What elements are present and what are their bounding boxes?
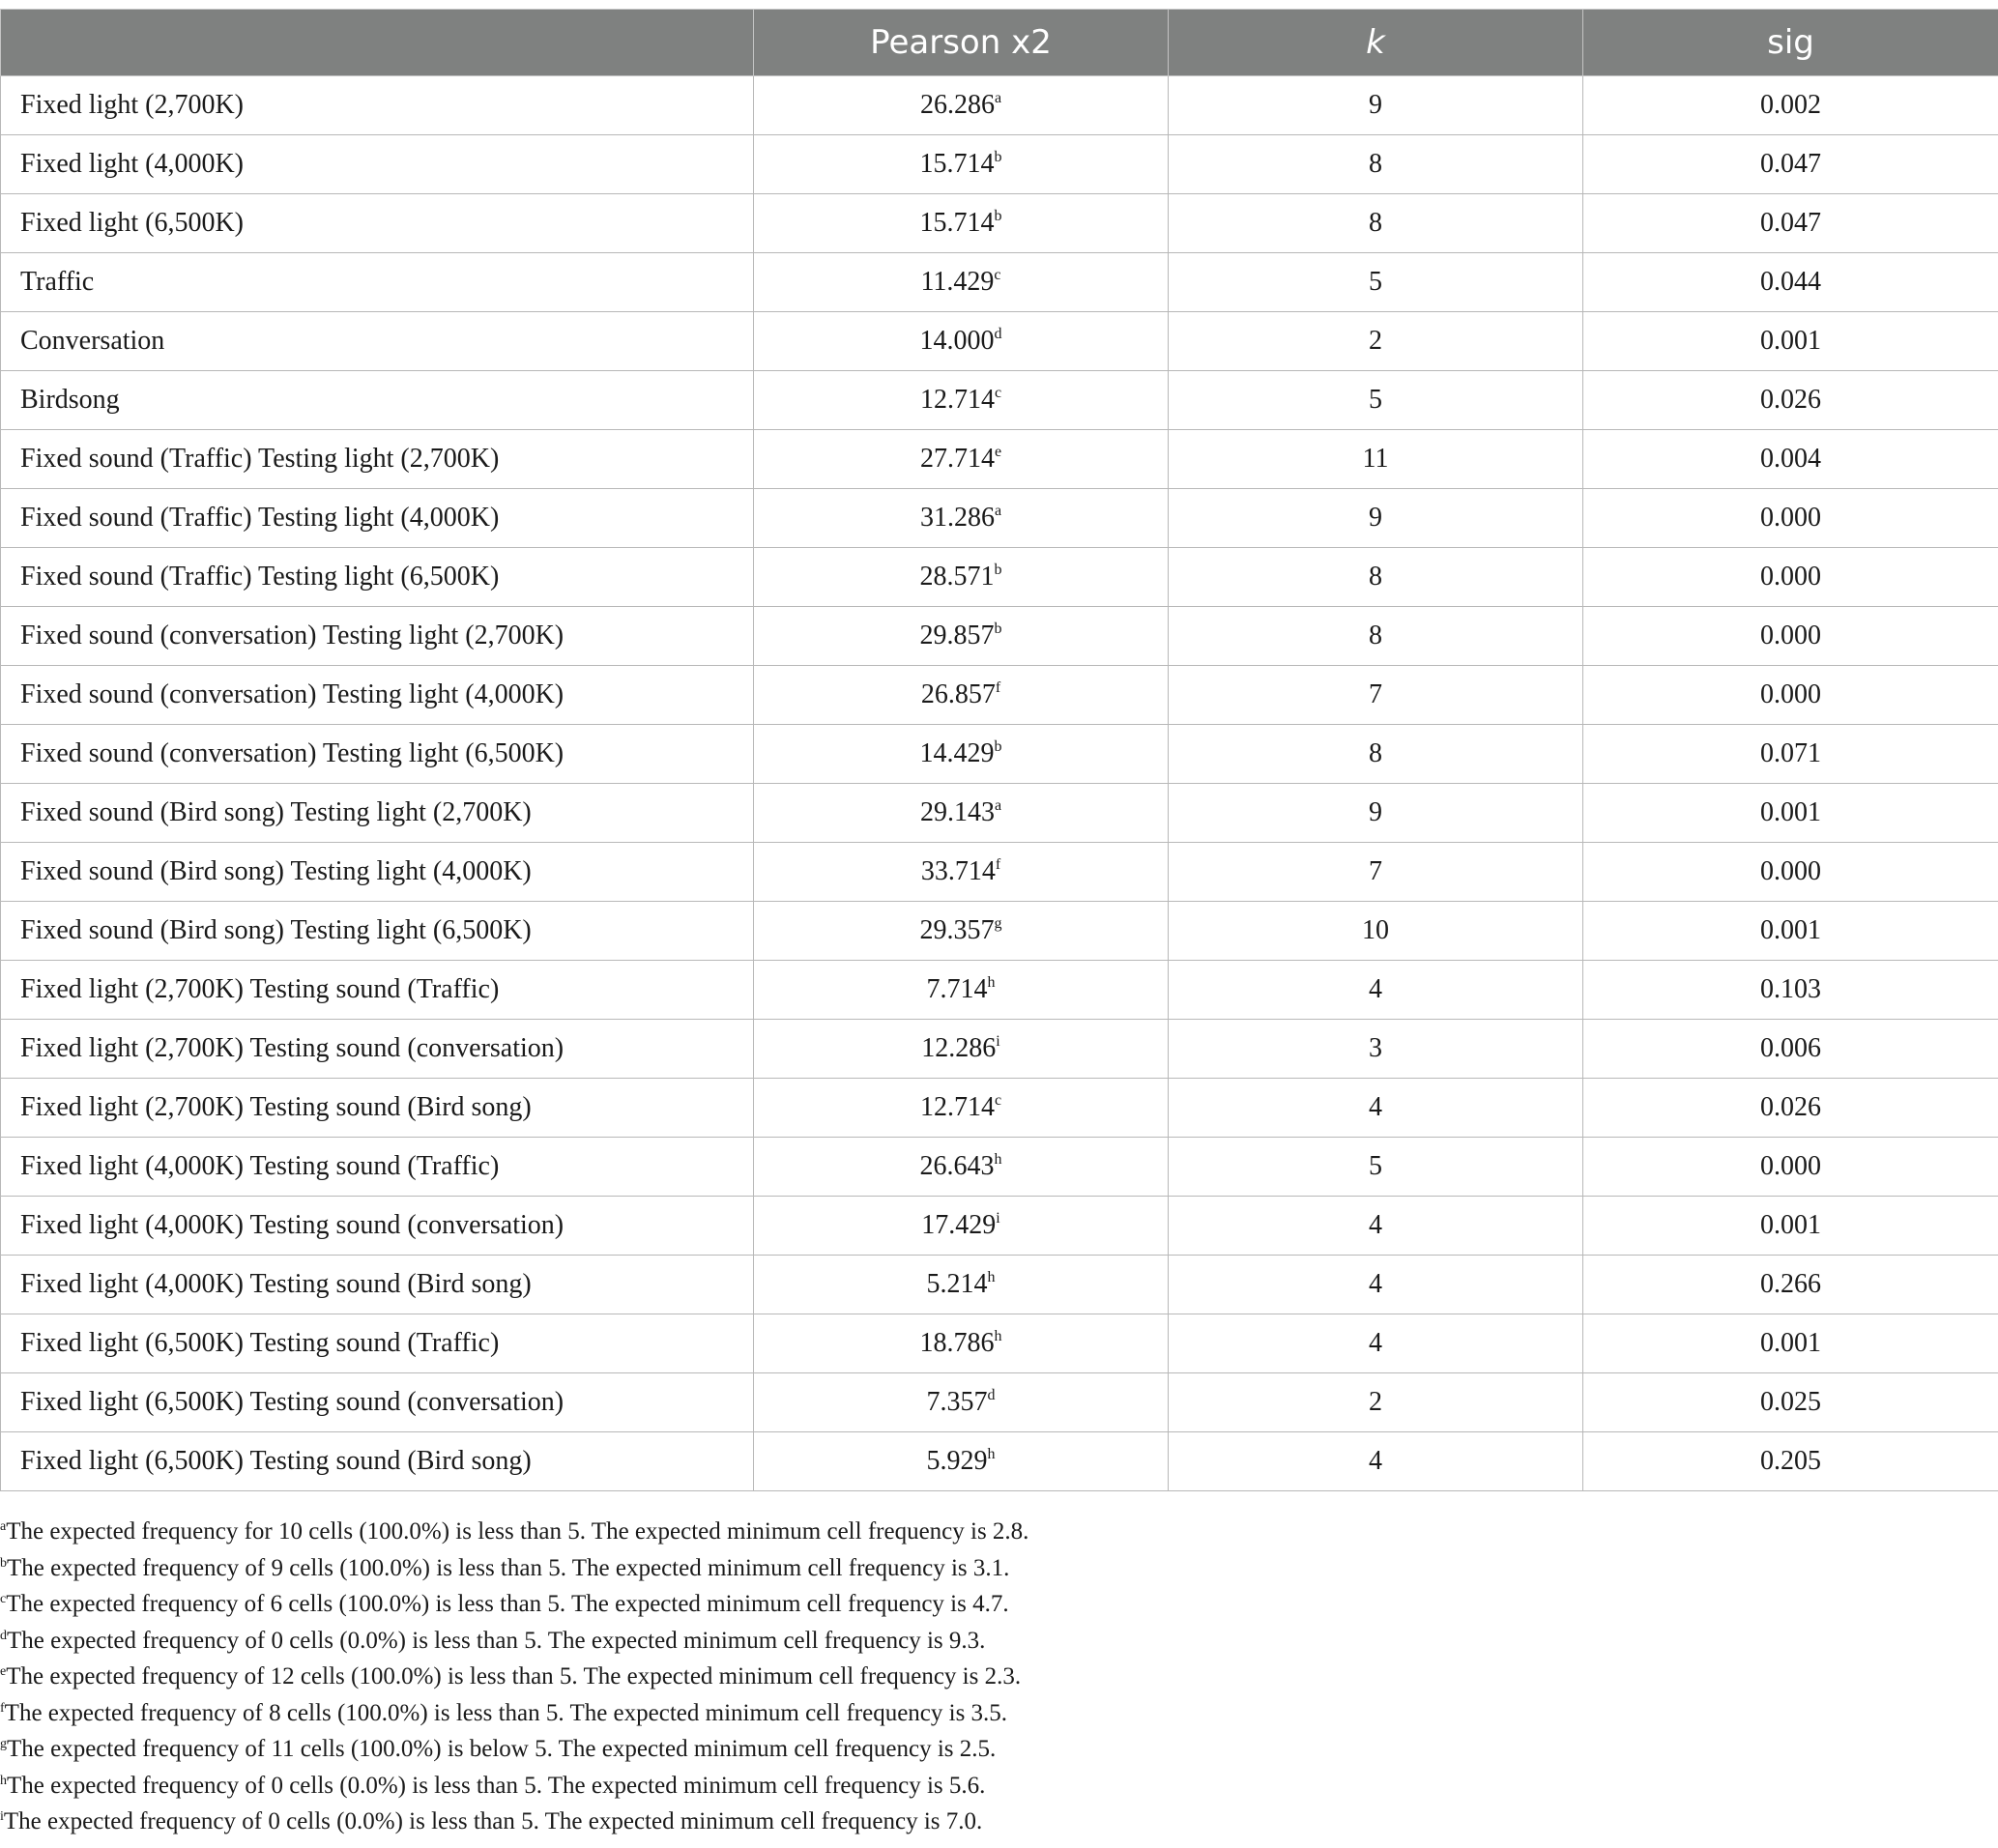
pearson-x2-cell — [754, 784, 1169, 843]
table-row — [1, 548, 1998, 607]
footnote-mark: a — [0, 1519, 7, 1534]
pearson-x2-cell — [754, 1256, 1169, 1314]
table-row — [1, 843, 1998, 902]
pearson-x2-value: 17.429 — [921, 1210, 997, 1240]
footnote-marker: b — [994, 621, 1002, 637]
table-row — [1, 1432, 1998, 1491]
condition-cell: Conversation — [1, 312, 754, 371]
condition-cell: Birdsong — [1, 371, 754, 430]
footnote-marker: i — [996, 1210, 1000, 1227]
pearson-x2-value: 33.714 — [920, 856, 996, 886]
table-row — [1, 76, 1998, 135]
footnote-mark: g — [0, 1737, 7, 1751]
footnote-mark: c — [0, 1592, 7, 1606]
footnote-marker: a — [994, 797, 1002, 814]
table-row — [1, 902, 1998, 961]
footnote-marker: f — [995, 679, 1001, 696]
footnote — [0, 1768, 1998, 1805]
pearson-x2-cell — [754, 253, 1169, 312]
footnote-mark: i — [0, 1809, 4, 1824]
header-sig: sig — [1583, 10, 1998, 76]
footnote — [0, 1731, 1998, 1768]
pearson-x2-cell — [754, 194, 1169, 253]
sig-cell: 0.000 — [1583, 607, 1998, 666]
condition-cell: Fixed light (2,700K) Testing sound (Traffic) — [1, 961, 754, 1020]
sig-cell: 0.001 — [1583, 784, 1998, 843]
footnote-marker: h — [994, 1151, 1002, 1168]
sig-cell: 0.001 — [1583, 312, 1998, 371]
pearson-x2-cell — [754, 76, 1169, 135]
pearson-x2-value: 12.714 — [919, 1092, 995, 1122]
k-cell: 2 — [1169, 1373, 1583, 1432]
footnote-mark: b — [0, 1555, 7, 1571]
pearson-x2-cell — [754, 1138, 1169, 1197]
pearson-x2-value: 28.571 — [919, 562, 995, 592]
pearson-x2-value: 15.714 — [919, 149, 995, 179]
pearson-x2-cell — [754, 1314, 1169, 1373]
footnote-text: The expected frequency of 0 cells (0.0%) is less than 5. The expected minimum cell frequency is 7.0. — [3, 1808, 983, 1834]
footnote — [0, 1514, 1998, 1550]
footnote-marker: a — [994, 90, 1002, 106]
pearson-x2-cell — [754, 843, 1169, 902]
sig-cell: 0.025 — [1583, 1373, 1998, 1432]
sig-cell: 0.026 — [1583, 1079, 1998, 1138]
condition-cell: Fixed sound (conversation) Testing light (4,000K) — [1, 666, 754, 725]
footnote-marker: f — [995, 856, 1001, 873]
k-cell: 11 — [1169, 430, 1583, 489]
k-cell: 7 — [1169, 666, 1583, 725]
condition-cell: Fixed sound (Bird song) Testing light (6,500K) — [1, 902, 754, 961]
table-row — [1, 1020, 1998, 1079]
pearson-x2-cell — [754, 1079, 1169, 1138]
pearson-x2-cell — [754, 961, 1169, 1020]
k-cell: 9 — [1169, 76, 1583, 135]
table-row — [1, 1256, 1998, 1314]
condition-cell: Fixed sound (conversation) Testing light (2,700K) — [1, 607, 754, 666]
pearson-x2-value: 26.286 — [919, 90, 995, 120]
condition-cell: Traffic — [1, 253, 754, 312]
footnote-mark: e — [0, 1664, 7, 1679]
footnote-marker: c — [994, 267, 1001, 283]
table-row — [1, 1079, 1998, 1138]
sig-cell: 0.103 — [1583, 961, 1998, 1020]
pearson-x2-value: 14.429 — [919, 738, 995, 768]
k-cell: 4 — [1169, 1256, 1583, 1314]
header-condition — [1, 10, 754, 76]
pearson-x2-value: 15.714 — [919, 208, 995, 238]
table-row — [1, 194, 1998, 253]
pearson-x2-value: 5.929 — [926, 1446, 988, 1476]
footnote-marker: b — [994, 208, 1002, 224]
header-k: k — [1169, 10, 1583, 76]
footnote-marker: c — [994, 385, 1002, 401]
condition-cell: Fixed light (6,500K) — [1, 194, 754, 253]
footnote — [0, 1550, 1998, 1587]
sig-cell: 0.266 — [1583, 1256, 1998, 1314]
sig-cell: 0.047 — [1583, 135, 1998, 194]
sig-cell: 0.000 — [1583, 666, 1998, 725]
footnote-marker: h — [987, 1269, 996, 1285]
k-cell: 5 — [1169, 371, 1583, 430]
condition-cell: Fixed light (6,500K) Testing sound (conversation) — [1, 1373, 754, 1432]
pearson-x2-value: 18.786 — [919, 1328, 995, 1358]
sig-cell: 0.004 — [1583, 430, 1998, 489]
k-cell: 8 — [1169, 548, 1583, 607]
table-row — [1, 312, 1998, 371]
table-row — [1, 135, 1998, 194]
pearson-x2-value: 12.714 — [919, 385, 995, 415]
pearson-x2-cell — [754, 666, 1169, 725]
footnote — [0, 1623, 1998, 1660]
pearson-x2-value: 12.286 — [921, 1033, 997, 1063]
table-row — [1, 253, 1998, 312]
footnote-marker: d — [987, 1387, 996, 1403]
footnote-marker: h — [994, 1328, 1002, 1344]
table-row — [1, 961, 1998, 1020]
k-cell: 8 — [1169, 135, 1583, 194]
pearson-x2-value: 7.714 — [926, 974, 988, 1004]
sig-cell: 0.000 — [1583, 548, 1998, 607]
footnote-mark: h — [0, 1773, 7, 1788]
k-cell: 9 — [1169, 489, 1583, 548]
condition-cell: Fixed light (2,700K) — [1, 76, 754, 135]
k-cell: 3 — [1169, 1020, 1583, 1079]
pearson-x2-value: 14.000 — [919, 326, 995, 356]
table-row — [1, 1373, 1998, 1432]
table-row — [1, 1138, 1998, 1197]
k-cell: 4 — [1169, 1079, 1583, 1138]
condition-cell: Fixed sound (Bird song) Testing light (2,700K) — [1, 784, 754, 843]
chi-square-results-table — [0, 9, 1998, 1491]
footnote-text: The expected frequency of 0 cells (0.0%) is less than 5. The expected minimum cell frequency is 9.3. — [7, 1627, 986, 1654]
pearson-x2-value: 27.714 — [919, 444, 995, 474]
header-pearson-x2: Pearson x2 — [754, 10, 1169, 76]
footnote-marker: h — [987, 1446, 996, 1462]
footnote-text: The expected frequency of 12 cells (100.0%) is less than 5. The expected minimum cell frequency is 2.3. — [6, 1663, 1022, 1689]
pearson-x2-cell — [754, 548, 1169, 607]
sig-cell: 0.205 — [1583, 1432, 1998, 1491]
footnote — [0, 1586, 1998, 1623]
condition-cell: Fixed sound (Bird song) Testing light (4,000K) — [1, 843, 754, 902]
pearson-x2-cell — [754, 312, 1169, 371]
k-cell: 8 — [1169, 194, 1583, 253]
k-cell: 4 — [1169, 1197, 1583, 1256]
table-row — [1, 1197, 1998, 1256]
pearson-x2-value: 26.857 — [920, 679, 996, 709]
footnote-marker: i — [996, 1033, 1000, 1050]
condition-cell: Fixed light (4,000K) Testing sound (conversation) — [1, 1197, 754, 1256]
pearson-x2-value: 5.214 — [926, 1269, 988, 1299]
footnote-text: The expected frequency of 8 cells (100.0%) is less than 5. The expected minimum cell frequency is 3.5. — [4, 1699, 1008, 1726]
sig-cell: 0.071 — [1583, 725, 1998, 784]
footnote-marker: b — [994, 738, 1002, 755]
table-row — [1, 489, 1998, 548]
sig-cell: 0.026 — [1583, 371, 1998, 430]
table-row — [1, 371, 1998, 430]
sig-cell: 0.002 — [1583, 76, 1998, 135]
pearson-x2-cell — [754, 135, 1169, 194]
footnotes — [0, 1514, 1998, 1840]
footnote-marker: g — [994, 915, 1002, 932]
k-cell: 7 — [1169, 843, 1583, 902]
footnote — [0, 1695, 1998, 1732]
k-cell: 5 — [1169, 1138, 1583, 1197]
pearson-x2-value: 29.857 — [919, 621, 995, 650]
sig-cell: 0.000 — [1583, 1138, 1998, 1197]
footnote-text: The expected frequency of 11 cells (100.0%) is below 5. The expected minimum cell frequency is 2.5. — [7, 1736, 997, 1762]
footnote-text: The expected frequency for 10 cells (100.0%) is less than 5. The expected minimum cell frequency is 2.8. — [6, 1518, 1029, 1545]
table-row — [1, 666, 1998, 725]
pearson-x2-cell — [754, 371, 1169, 430]
pearson-x2-cell — [754, 1432, 1169, 1491]
table-row — [1, 725, 1998, 784]
k-cell: 8 — [1169, 725, 1583, 784]
condition-cell: Fixed light (4,000K) — [1, 135, 754, 194]
pearson-x2-value: 31.286 — [919, 503, 995, 533]
footnote-marker: c — [994, 1092, 1002, 1109]
sig-cell: 0.047 — [1583, 194, 1998, 253]
table-row — [1, 607, 1998, 666]
pearson-x2-cell — [754, 430, 1169, 489]
condition-cell: Fixed sound (conversation) Testing light (6,500K) — [1, 725, 754, 784]
sig-cell: 0.000 — [1583, 489, 1998, 548]
sig-cell: 0.001 — [1583, 902, 1998, 961]
sig-cell: 0.001 — [1583, 1314, 1998, 1373]
condition-cell: Fixed light (4,000K) Testing sound (Bird song) — [1, 1256, 754, 1314]
sig-cell: 0.006 — [1583, 1020, 1998, 1079]
footnote-marker: h — [987, 974, 996, 991]
pearson-x2-cell — [754, 607, 1169, 666]
pearson-x2-value: 29.143 — [919, 797, 995, 827]
condition-cell: Fixed light (2,700K) Testing sound (conversation) — [1, 1020, 754, 1079]
sig-cell: 0.000 — [1583, 843, 1998, 902]
footnote-text: The expected frequency of 9 cells (100.0%) is less than 5. The expected minimum cell frequency is 3.1. — [7, 1554, 1010, 1581]
pearson-x2-cell — [754, 489, 1169, 548]
k-cell: 2 — [1169, 312, 1583, 371]
k-cell: 10 — [1169, 902, 1583, 961]
sig-cell: 0.044 — [1583, 253, 1998, 312]
footnote-marker: e — [994, 444, 1002, 460]
pearson-x2-cell — [754, 1197, 1169, 1256]
condition-cell: Fixed sound (Traffic) Testing light (4,000K) — [1, 489, 754, 548]
footnote-marker: b — [994, 562, 1002, 578]
pearson-x2-value: 29.357 — [919, 915, 995, 945]
table-row — [1, 1314, 1998, 1373]
results-table-container — [0, 9, 1998, 1491]
condition-cell: Fixed light (2,700K) Testing sound (Bird song) — [1, 1079, 754, 1138]
k-cell: 8 — [1169, 607, 1583, 666]
footnote-text: The expected frequency of 6 cells (100.0%) is less than 5. The expected minimum cell frequency is 4.7. — [6, 1591, 1009, 1617]
pearson-x2-value: 26.643 — [919, 1151, 995, 1181]
pearson-x2-cell — [754, 1020, 1169, 1079]
sig-cell: 0.001 — [1583, 1197, 1998, 1256]
k-cell: 9 — [1169, 784, 1583, 843]
table-row — [1, 784, 1998, 843]
footnote-text: The expected frequency of 0 cells (0.0%) is less than 5. The expected minimum cell frequency is 5.6. — [7, 1772, 986, 1799]
footnote-marker: b — [994, 149, 1002, 165]
footnote-marker: d — [994, 326, 1002, 342]
condition-cell: Fixed sound (Traffic) Testing light (6,500K) — [1, 548, 754, 607]
footnote-mark: d — [0, 1628, 7, 1643]
header-row — [1, 10, 1998, 76]
footnote — [0, 1804, 1998, 1840]
condition-cell: Fixed light (4,000K) Testing sound (Traffic) — [1, 1138, 754, 1197]
k-cell: 4 — [1169, 1314, 1583, 1373]
condition-cell: Fixed light (6,500K) Testing sound (Traffic) — [1, 1314, 754, 1373]
k-cell: 5 — [1169, 253, 1583, 312]
k-cell: 4 — [1169, 961, 1583, 1020]
footnote — [0, 1659, 1998, 1695]
pearson-x2-cell — [754, 902, 1169, 961]
pearson-x2-cell — [754, 1373, 1169, 1432]
table-header — [1, 10, 1998, 76]
condition-cell: Fixed sound (Traffic) Testing light (2,700K) — [1, 430, 754, 489]
pearson-x2-value: 11.429 — [920, 267, 995, 297]
pearson-x2-value: 7.357 — [926, 1387, 988, 1417]
table-row — [1, 430, 1998, 489]
k-cell: 4 — [1169, 1432, 1583, 1491]
footnote-mark: f — [0, 1700, 5, 1716]
table-body — [1, 76, 1998, 1491]
footnote-marker: a — [994, 503, 1002, 519]
condition-cell: Fixed light (6,500K) Testing sound (Bird song) — [1, 1432, 754, 1491]
pearson-x2-cell — [754, 725, 1169, 784]
